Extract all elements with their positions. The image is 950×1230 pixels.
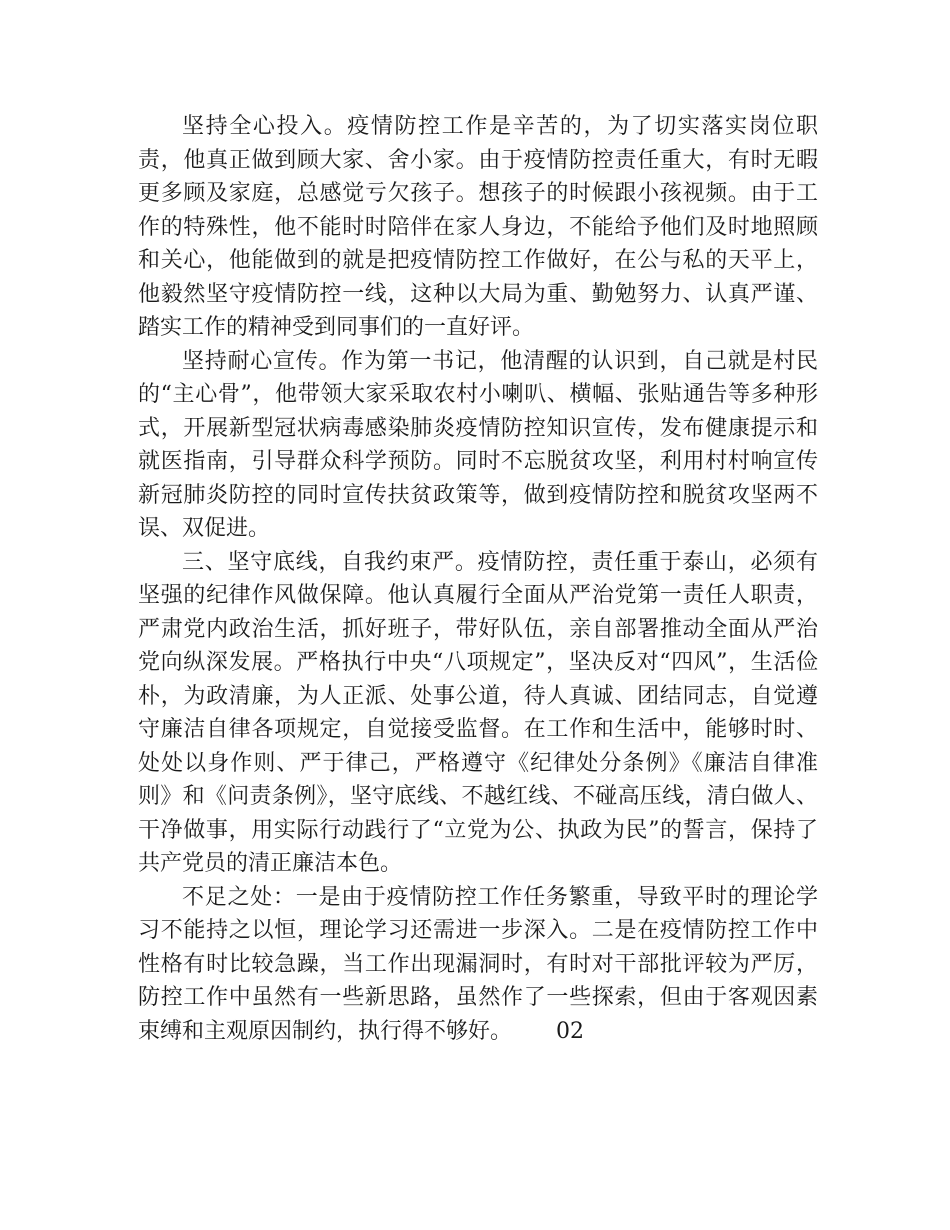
paragraph-full-commitment [138,110,818,345]
paragraph-bottom-line-discipline [138,546,818,881]
page-number: 02 [556,1018,585,1044]
paragraph-shortcomings [138,881,818,1049]
paragraph-text: 坚持全心投入。疫情防控工作是辛苦的，为了切实落实岗位职责，他真正做到顾大家、舍小家。由于疫情防控责任重大，有时无暇更多顾及家庭，总感觉亏欠孩子。想孩子的时候跟小孩视频。由于工作的特殊性，他不能时时陪伴在家人身边，不能给予他们及时地照顾和关心，他能做到的就是把疫情防控工作做好，在公与私的天平上，他毅然坚守疫情防控一线，这种以大局为重、勤勉努力、认真严谨、踏实工作的精神受到同事们的一直好评。 [138,114,818,340]
paragraph-text: 三、坚守底线，自我约束严。疫情防控，责任重于泰山，必须有坚强的纪律作风做保障。他认真履行全面从严治党第一责任人职责，严肃党内政治生活，抓好班子，带好队伍，亲自部署推动全面从严治党向纵深发展。严格执行中央“八项规定”，坚决反对“四风”，生活俭朴，为政清廉，为人正派、处事公道，待人真诚、团结同志，自觉遵守廉洁自律各项规定，自觉接受监督。在工作和生活中，能够时时、处处以身作则、严于律己，严格遵守《纪律处分条例》《廉洁自律准则》和《问责条例》，坚守底线、不越红线、不碰高压线，清白做人、干净做事，用实际行动践行了“立党为公、执政为民”的誓言，保持了共产党员的清正廉洁本色。 [138,549,818,876]
document-body [138,110,818,1048]
paragraph-patient-publicity [138,345,818,546]
paragraph-text: 不足之处：一是由于疫情防控工作任务繁重，导致平时的理论学习不能持之以恒，理论学习还需进一步深入。二是在疫情防控工作中性格有时比较急躁，当工作出现漏洞时，有时对干部批评较为严厉，防控工作中虽然有一些新思路，虽然作了一些探索，但由于客观因素束缚和主观原因制约，执行得不够好。 [138,884,818,1044]
paragraph-text: 坚持耐心宣传。作为第一书记，他清醒的认识到，自己就是村民的“主心骨”，他带领大家采取农村小喇叭、横幅、张贴通告等多种形式，开展新型冠状病毒感染肺炎疫情防控知识宣传，发布健康提示和就医指南，引导群众科学预防。同时不忘脱贫攻坚，利用村村响宣传新冠肺炎防控的同时宣传扶贫政策等，做到疫情防控和脱贫攻坚两不误、双促进。 [138,348,818,541]
